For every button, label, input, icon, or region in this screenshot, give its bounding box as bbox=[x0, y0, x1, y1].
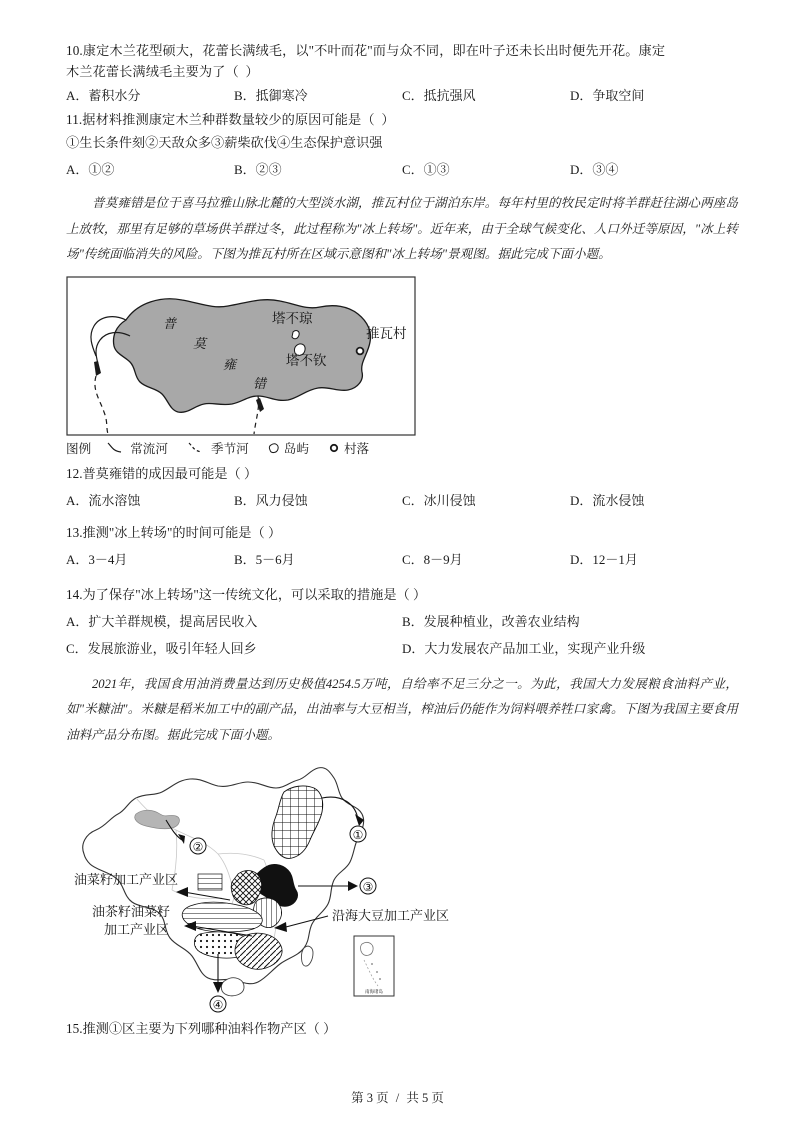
footer-total-pages: 共 5 页 bbox=[406, 1091, 444, 1105]
passage-edible-oil: 2021年，我国食用油消费量达到历史极值4254.5万吨，自给率不足三分之一。为此，我国大力发展粮食油料产业，如"米糠油"。米糠是稻米加工中的副产品，出油率与大豆相当，榨油后仍能作为饲料喂养牲口家禽。下图为我国主要食用油料产品分布图。据此完成下面小题。 bbox=[66, 676, 738, 742]
annotation-rapeseed-label: 油菜籽加工产业区 bbox=[74, 872, 179, 887]
legend-label-island: 岛屿 bbox=[283, 442, 309, 456]
question-11-sub-items: ①生长条件刻②天敌众多③薪柴砍伐④生态保护意识强 bbox=[66, 135, 383, 150]
question-11-option-b[interactable]: B．②③ bbox=[234, 162, 282, 177]
question-14-stem: 14.为了保存"冰上转场"这一传统文化，可以采取的措施是（ ） bbox=[66, 586, 427, 602]
island-label-tabuqiong: 塔不琼 bbox=[272, 310, 313, 326]
annotation-teaseed-label-line1: 油茶籽油菜籽 bbox=[92, 904, 171, 919]
taiwan-island bbox=[301, 946, 313, 966]
question-10-option-a[interactable]: A．蓄积水分 bbox=[66, 88, 141, 103]
question-12-option-a[interactable]: A．流水溶蚀 bbox=[66, 492, 141, 508]
lake-map-legend bbox=[66, 438, 738, 458]
legend-label-village: 村落 bbox=[343, 442, 370, 456]
page-content bbox=[66, 40, 738, 1042]
question-14 bbox=[66, 582, 738, 662]
marker-3-label: ③ bbox=[362, 880, 374, 894]
annotation-rapeseed-swatch bbox=[198, 874, 222, 890]
question-11-option-c[interactable]: C．①③ bbox=[402, 162, 450, 177]
seasonal-river-icon bbox=[186, 441, 208, 455]
marker-1-label: ① bbox=[352, 828, 364, 842]
question-13-stem: 13.推测"冰上转场"的时间可能是（ ） bbox=[66, 524, 282, 540]
question-10-option-d[interactable]: D．争取空间 bbox=[570, 88, 645, 103]
question-12-options bbox=[66, 488, 738, 514]
question-13-option-b[interactable]: B．5－6月 bbox=[234, 551, 295, 567]
question-10 bbox=[66, 40, 738, 109]
question-13-option-d[interactable]: D．12－1月 bbox=[570, 551, 638, 567]
question-14-options-row-2 bbox=[66, 635, 738, 662]
question-12-option-b[interactable]: B．风力侵蚀 bbox=[234, 492, 308, 508]
question-14-option-d[interactable]: D．大力发展农产品加工业，实现产业升级 bbox=[402, 640, 646, 656]
legend-title: 图例 bbox=[66, 442, 92, 456]
question-13-options bbox=[66, 547, 738, 573]
question-10-option-c[interactable]: C．抵抗强风 bbox=[402, 88, 476, 103]
question-11-option-a[interactable]: A．①② bbox=[66, 162, 115, 177]
page-footer bbox=[0, 1088, 795, 1106]
question-12-option-c[interactable]: C．冰川侵蚀 bbox=[402, 492, 476, 508]
village-label: 推瓦村 bbox=[366, 325, 407, 341]
question-10-option-b[interactable]: B．抵御寒冷 bbox=[234, 88, 308, 103]
village-icon bbox=[327, 441, 341, 455]
question-11-options bbox=[66, 157, 738, 183]
question-13-option-c[interactable]: C．8－9月 bbox=[402, 551, 463, 567]
village-marker bbox=[357, 347, 364, 354]
footer-separator: / bbox=[395, 1091, 400, 1105]
hainan-island bbox=[221, 978, 244, 996]
question-10-options bbox=[66, 83, 738, 109]
arrow-head-3 bbox=[348, 881, 358, 891]
question-14-option-b[interactable]: B．发展种植业，改善农业结构 bbox=[402, 613, 580, 629]
lake-name-char-1: 普 bbox=[163, 315, 177, 331]
footer-current-page: 第 3 页 bbox=[351, 1091, 389, 1105]
region-diagonal bbox=[235, 933, 282, 969]
china-map-svg bbox=[66, 758, 466, 1018]
lake-name-char-2: 莫 bbox=[193, 335, 207, 351]
question-14-options-row-1 bbox=[66, 608, 738, 635]
legend-label-perennial-river: 常流河 bbox=[130, 442, 168, 456]
question-13 bbox=[66, 520, 738, 573]
question-11-option-d[interactable]: D．③④ bbox=[570, 162, 619, 177]
island-tabuqiong-shape bbox=[292, 330, 299, 338]
question-15-stem: 15.推测①区主要为下列哪种油料作物产区（ ） bbox=[66, 1021, 337, 1036]
inset-label: 南海诸岛 bbox=[365, 989, 383, 994]
island-label-tabuqin: 塔不钦 bbox=[286, 352, 327, 368]
question-12-stem: 12.普莫雍错的成因最可能是（ ） bbox=[66, 465, 258, 481]
question-11 bbox=[66, 109, 738, 183]
perennial-river-icon bbox=[105, 441, 127, 455]
lake-name-char-3: 雍 bbox=[223, 356, 237, 372]
question-12 bbox=[66, 461, 738, 514]
figure-china-map bbox=[66, 758, 466, 1018]
question-12-option-d[interactable]: D．流水侵蚀 bbox=[570, 492, 645, 508]
question-13-option-a[interactable]: A．3－4月 bbox=[66, 551, 128, 567]
question-10-stem-line2: 木兰花蕾长满绒毛主要为了（ ） bbox=[66, 64, 259, 79]
annotation-coastal-soybean-label: 沿海大豆加工产业区 bbox=[332, 908, 450, 923]
figure-lake-map bbox=[66, 276, 416, 436]
marker-4-label: ④ bbox=[212, 998, 224, 1012]
island-icon bbox=[267, 441, 281, 455]
question-15 bbox=[66, 1016, 738, 1042]
question-11-stem: 11.据材料推测康定木兰种群数量较少的原因可能是（ ） bbox=[66, 112, 395, 127]
legend-item-village bbox=[327, 438, 369, 457]
lake-map-svg bbox=[66, 276, 416, 436]
legend-item-perennial-river bbox=[105, 438, 168, 457]
lake-name-char-4: 错 bbox=[253, 375, 267, 391]
marker-2-label: ② bbox=[192, 840, 204, 854]
south-china-sea-inset bbox=[354, 936, 394, 996]
annotation-teaseed-label-line2: 加工产业区 bbox=[104, 922, 170, 937]
question-14-option-a[interactable]: A．扩大羊群规模，提高居民收入 bbox=[66, 613, 258, 629]
question-10-stem-line1: 10.康定木兰花型硕大，花蕾长满绒毛，以"不叶而花"而与众不同，即在叶子还未长出时便先开花。康定 bbox=[66, 43, 666, 58]
legend-label-seasonal-river: 季节河 bbox=[210, 442, 249, 456]
legend-item-seasonal-river bbox=[186, 438, 249, 457]
passage-pumoyongcuo: 普莫雍错是位于喜马拉雅山脉北麓的大型淡水湖，推瓦村位于湖泊东岸。每年村里的牧民定时将羊群赶往湖心两座岛上放牧，那里有足够的草场供羊群过冬，此过程称为"冰上转场"。近年来，由于全球气候变化、人口外迁等原因，"冰上转场"传统面临消失的风险。下图为推瓦村所在区域示意图和"冰上转场"景观图。据此完成下面小题。 bbox=[66, 196, 738, 261]
legend-item-island bbox=[267, 438, 309, 457]
question-14-option-c[interactable]: C．发展旅游业，吸引年轻人回乡 bbox=[66, 640, 257, 656]
